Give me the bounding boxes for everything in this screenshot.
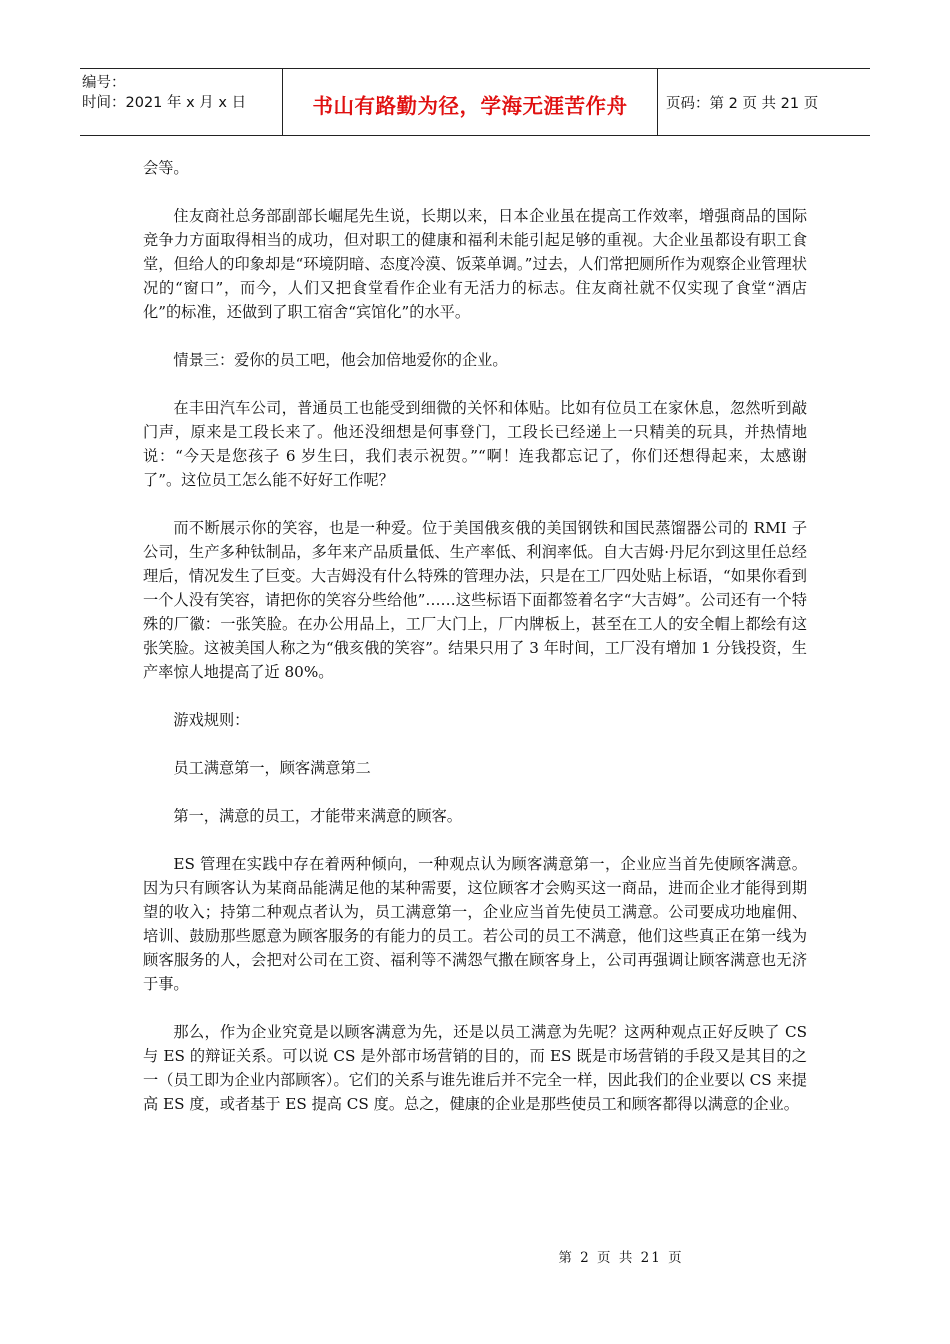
section-heading-scenario-three: 情景三：爱你的员工吧，他会加倍地爱你的企业。 xyxy=(173,351,508,369)
header-page-info xyxy=(658,69,870,135)
document-date: 时间：2021 年 x 月 x 日 xyxy=(82,95,247,111)
header-motto: 书山有路勤为径，学海无涯苦作舟 xyxy=(312,94,628,118)
header-motto-cell xyxy=(282,69,658,135)
header-meta xyxy=(80,69,282,135)
footer-page-number: 第 2 页 共 21 页 xyxy=(558,1250,684,1266)
page-info-text: 页码：第 2 页 共 21 页 xyxy=(666,95,819,112)
body-paragraph: 住友商社总务部副部长崛尾先生说，长期以来，日本企业虽在提高工作效率，增强商品的国际竞争力方面取得相当的成功，但对职工的健康和福利未能引起足够的重视。大企业虽都设有职工食堂，但给人的印象却是“环境阴暗、态度冷漠、饭菜单调。”过去，人们常把厕所作为观察企业管理状况的“窗口”，而今，人们又把食堂看作企业有无活力的标志。住友商社就不仅实现了食堂“酒店化”的标准，还做到了职工宿舍“宾馆化”的水平。 xyxy=(143,207,807,321)
section-heading-game-rules: 游戏规则： xyxy=(173,711,250,729)
page-header xyxy=(80,68,870,136)
body-paragraph: 在丰田汽车公司，普通员工也能受到细微的关怀和体贴。比如有位员工在家休息，忽然听到敲门声，原来是工段长来了。他还没细想是何事登门，工段长已经递上一只精美的玩具，并热情地说：“今天是您孩子 6 岁生曰，我们表示祝贺。”“啊！连我都忘记了，你们还想得起来，太感谢了”。这位员工怎么能不好好工作呢？ xyxy=(143,399,807,489)
body-paragraph: 而不断展示你的笑容，也是一种爱。位于美国俄亥俄的美国钢铁和国民蒸馏器公司的 RMI 子公司，生产多种钛制品，多年来产品质量低、生产率低、利润率低。自大吉姆·丹尼尔到这里任总经理后，情况发生了巨变。大吉姆没有什么特殊的管理办法，只是在工厂四处贴上标语，“如果你看到一个人没有笑容，请把你的笑容分些给他”……这些标语下面都签着名字“大吉姆”。公司还有一个特殊的厂徽：一张笑脸。在办公用品上，工厂大门上，厂内牌板上，甚至在工人的安全帽上都绘有这张笑脸。这被美国人称之为“俄亥俄的笑容”。结果只用了 3 年时间，工厂没有增加 1 分钱投资，生产率惊人地提高了近 80%。 xyxy=(143,519,808,681)
body-paragraph: ES 管理在实践中存在着两种倾向，一种观点认为顾客满意第一，企业应当首先使顾客满意。因为只有顾客认为某商品能满足他的某种需要，这位顾客才会购买这一商品，进而企业才能得到期望的收入；持第二种观点者认为，员工满意第一，企业应当首先使员工满意。公司要成功地雇佣、培训、鼓励那些愿意为顾客服务的有能力的员工。若公司的员工不满意，他们这些真正在第一线为顾客服务的人，会把对公司在工资、福利等不满怨气撒在顾客身上，公司再强调让顾客满意也无济于事。 xyxy=(143,855,807,993)
document-body xyxy=(143,156,807,1140)
page-footer xyxy=(0,1246,950,1266)
body-paragraph: 那么，作为企业究竟是以顾客满意为先，还是以员工满意为先呢？这两种观点正好反映了 CS 与 ES 的辩证关系。可以说 CS 是外部市场营销的目的，而 ES 既是市场营销的手段又是其目的之一（员工即为企业内部顾客）。它们的关系与谁先谁后并不完全一样，因此我们的企业要以 CS 来提高 ES 度，或者基于 ES 提高 CS 度。总之，健康的企业是那些使员工和顾客都得以满意的企业。 xyxy=(143,1023,807,1113)
document-number-label: 编号： xyxy=(82,75,126,91)
body-paragraph: 会等。 xyxy=(143,159,189,177)
rule-title: 员工满意第一，顾客满意第二 xyxy=(173,759,371,777)
rule-point-one: 第一，满意的员工，才能带来满意的顾客。 xyxy=(173,807,462,825)
